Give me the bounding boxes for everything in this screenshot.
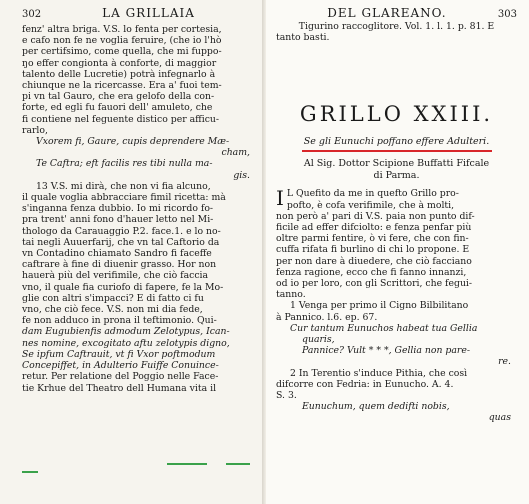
text-line: tanno.: [276, 289, 306, 301]
text-line: talento delle Lucretie) potrà infegnarlo à: [22, 68, 216, 80]
text-line: oltre parmi fentire, ò vi fere, che con fin-: [276, 233, 469, 245]
text-line: vn Contadino chiamato Sandro fi faceffe: [22, 248, 212, 260]
text-line: difcorre con Fedria: in Eunucho. A. 4.: [276, 378, 454, 390]
green-underline-mark: [226, 463, 250, 465]
right-page-number: 303: [497, 9, 517, 20]
text-line: hauerà più del verifimile, che ciò faccia: [22, 270, 209, 282]
text-line: il quale voglia abbracciare fimil ricetta: mà: [22, 192, 226, 204]
text-line: s'inganna fenza dubbio. Io mi ricordo fo-: [22, 203, 214, 215]
text-line: S. 3.: [276, 390, 297, 402]
text-line: fe non adduco in prona il teftimonio. Qui-: [22, 315, 217, 327]
text-line: vno, il quale fia curiofo di fapere, fe la Mo-: [22, 281, 224, 293]
body-paragraph: [276, 188, 517, 300]
left-running-head: [22, 6, 256, 21]
chapter-title: GRILLO XXIII.: [299, 102, 494, 127]
red-underline-mark: [302, 150, 492, 152]
text-line: vno, che ciò fece. V.S. non mi dia fede,: [22, 304, 203, 316]
green-underline-mark: [22, 471, 38, 473]
text-line: forte, ed egli fu fauori dell' amuleto, che: [22, 102, 213, 114]
text-line: ŋo effer congionta à conforte, di maggior: [22, 57, 217, 69]
dedication: [276, 158, 517, 182]
italic-quote-line: Se ipfum Caftrauit, vt fi Vxor poftmodum: [22, 348, 216, 360]
text-line: 1 Venga per primo il Cigno Bilbilitano: [290, 300, 469, 312]
dedication-line: Al Sig. Dottor Scipione Buffatti Fifcale: [303, 158, 490, 170]
text-line: caftrare à fine di diuenir grasso. Hor non: [22, 259, 217, 271]
italic-quote-line: dam Eugubienfis admodum Zelotypus, Ican-: [22, 326, 230, 338]
text-line: ficile ad effer difciolto: e fenza penfar più: [276, 222, 472, 234]
italic-quote-line: quas: [488, 412, 511, 424]
text-line: à Pannico. l.6. ep. 67.: [276, 311, 378, 323]
text-line: fenza ragione, ecco che fi fanno innanzi,: [276, 266, 467, 278]
left-running-title: LA GRILLAIA: [102, 6, 195, 20]
text-line: glie con altri s'impacci? E di fatto ci fu: [22, 292, 204, 304]
italic-quote-line: Concepiffet, in Adulterio Fuiffe Conuince-: [22, 360, 219, 372]
verse-line: gis.: [233, 169, 250, 181]
right-page: [266, 0, 529, 504]
text-line: 13 V.S. mi dirà, che non vi fia alcuno,: [36, 180, 211, 192]
green-underline-mark: [167, 463, 207, 465]
right-running-head: [276, 6, 517, 21]
text-line: chiunque ne la ricercasse. Era a' fuoi tem-: [22, 80, 222, 92]
text-line: Tigurino raccoglitore. Vol. 1. l. 1. p. 81. E: [298, 21, 495, 32]
italic-quote-line: re.: [498, 356, 511, 368]
verse-line: Te Caftra; eft facilis res tibi nulla ma-: [36, 158, 213, 170]
text-line: od io per loro, con gli Scrittori, che fegui-: [276, 278, 473, 290]
text-line: rarlo,: [22, 124, 48, 136]
text-line: pra trent' anni fono d'hauer letto nel Mi-: [22, 214, 214, 226]
text-line: pofto, è cofa verifimile, che à molti,: [286, 199, 455, 211]
chapter-subtitle-text: Se gli Eunuchi poffano effere Adulteri.: [303, 136, 490, 148]
left-page-number: 302: [22, 9, 42, 20]
text-line: cuffa rifata fi burlino di chi lo propone. E: [276, 244, 470, 256]
text-line: tanto basti.: [276, 32, 330, 44]
chapter-subtitle: [276, 135, 517, 152]
italic-quote-line: Pannice? Vult * * *, Gellia non pare-: [302, 345, 470, 357]
text-line: 2 In Terentio s'induce Pithia, che così: [290, 367, 468, 379]
right-running-title: DEL GLAREANO.: [327, 6, 447, 20]
italic-quote-line: nes nomine, excogitato aftu zelotypis digno,: [22, 337, 230, 349]
text-line: per non dare à diuedere, che ciò facciano: [276, 255, 472, 267]
text-line: fi contiene nel feguente distico per afficu-: [22, 113, 220, 125]
text-line: tai negli Auuerfarij, che vn tal Caftorio da: [22, 236, 220, 248]
verse-line: cham,: [221, 147, 250, 159]
italic-quote-line: Cur tantum Eunuchos habeat tua Gellia: [290, 322, 478, 334]
dedication-line: di Parma.: [373, 170, 420, 182]
text-line: tie Krhue del Theatro dell Humana vita il: [22, 382, 217, 394]
italic-quote-line: quaris,: [302, 334, 335, 346]
text-line: retur. Per relatione del Poggio nelle Face-: [22, 371, 219, 383]
text-line: pi vn tal Gauro, che era gelofo della con-: [22, 91, 215, 103]
text-line: per certifsimo, come quella, che mi fuppo-: [22, 46, 222, 58]
text-line: e cafo non fe ne voglia feruire, (che io l'hò: [22, 35, 222, 47]
verse-line: Vxorem fi, Gaure, cupis deprendere Mæ-: [36, 136, 230, 148]
text-line: thologo da Carauaggio P.2. face.1. e lo no-: [22, 225, 221, 237]
left-page: [0, 0, 262, 504]
italic-quote-line: Eunuchum, quem dedifti nobis,: [302, 401, 450, 413]
text-line: L Quefito da me in quefto Grillo pro-: [286, 188, 459, 200]
text-line: non però a' pari di V.S. paia non punto dif-: [276, 210, 475, 222]
drop-cap: I: [276, 186, 284, 211]
text-line: fenz' altra briga. V.S. lo fenta per cortesia,: [22, 24, 222, 35]
